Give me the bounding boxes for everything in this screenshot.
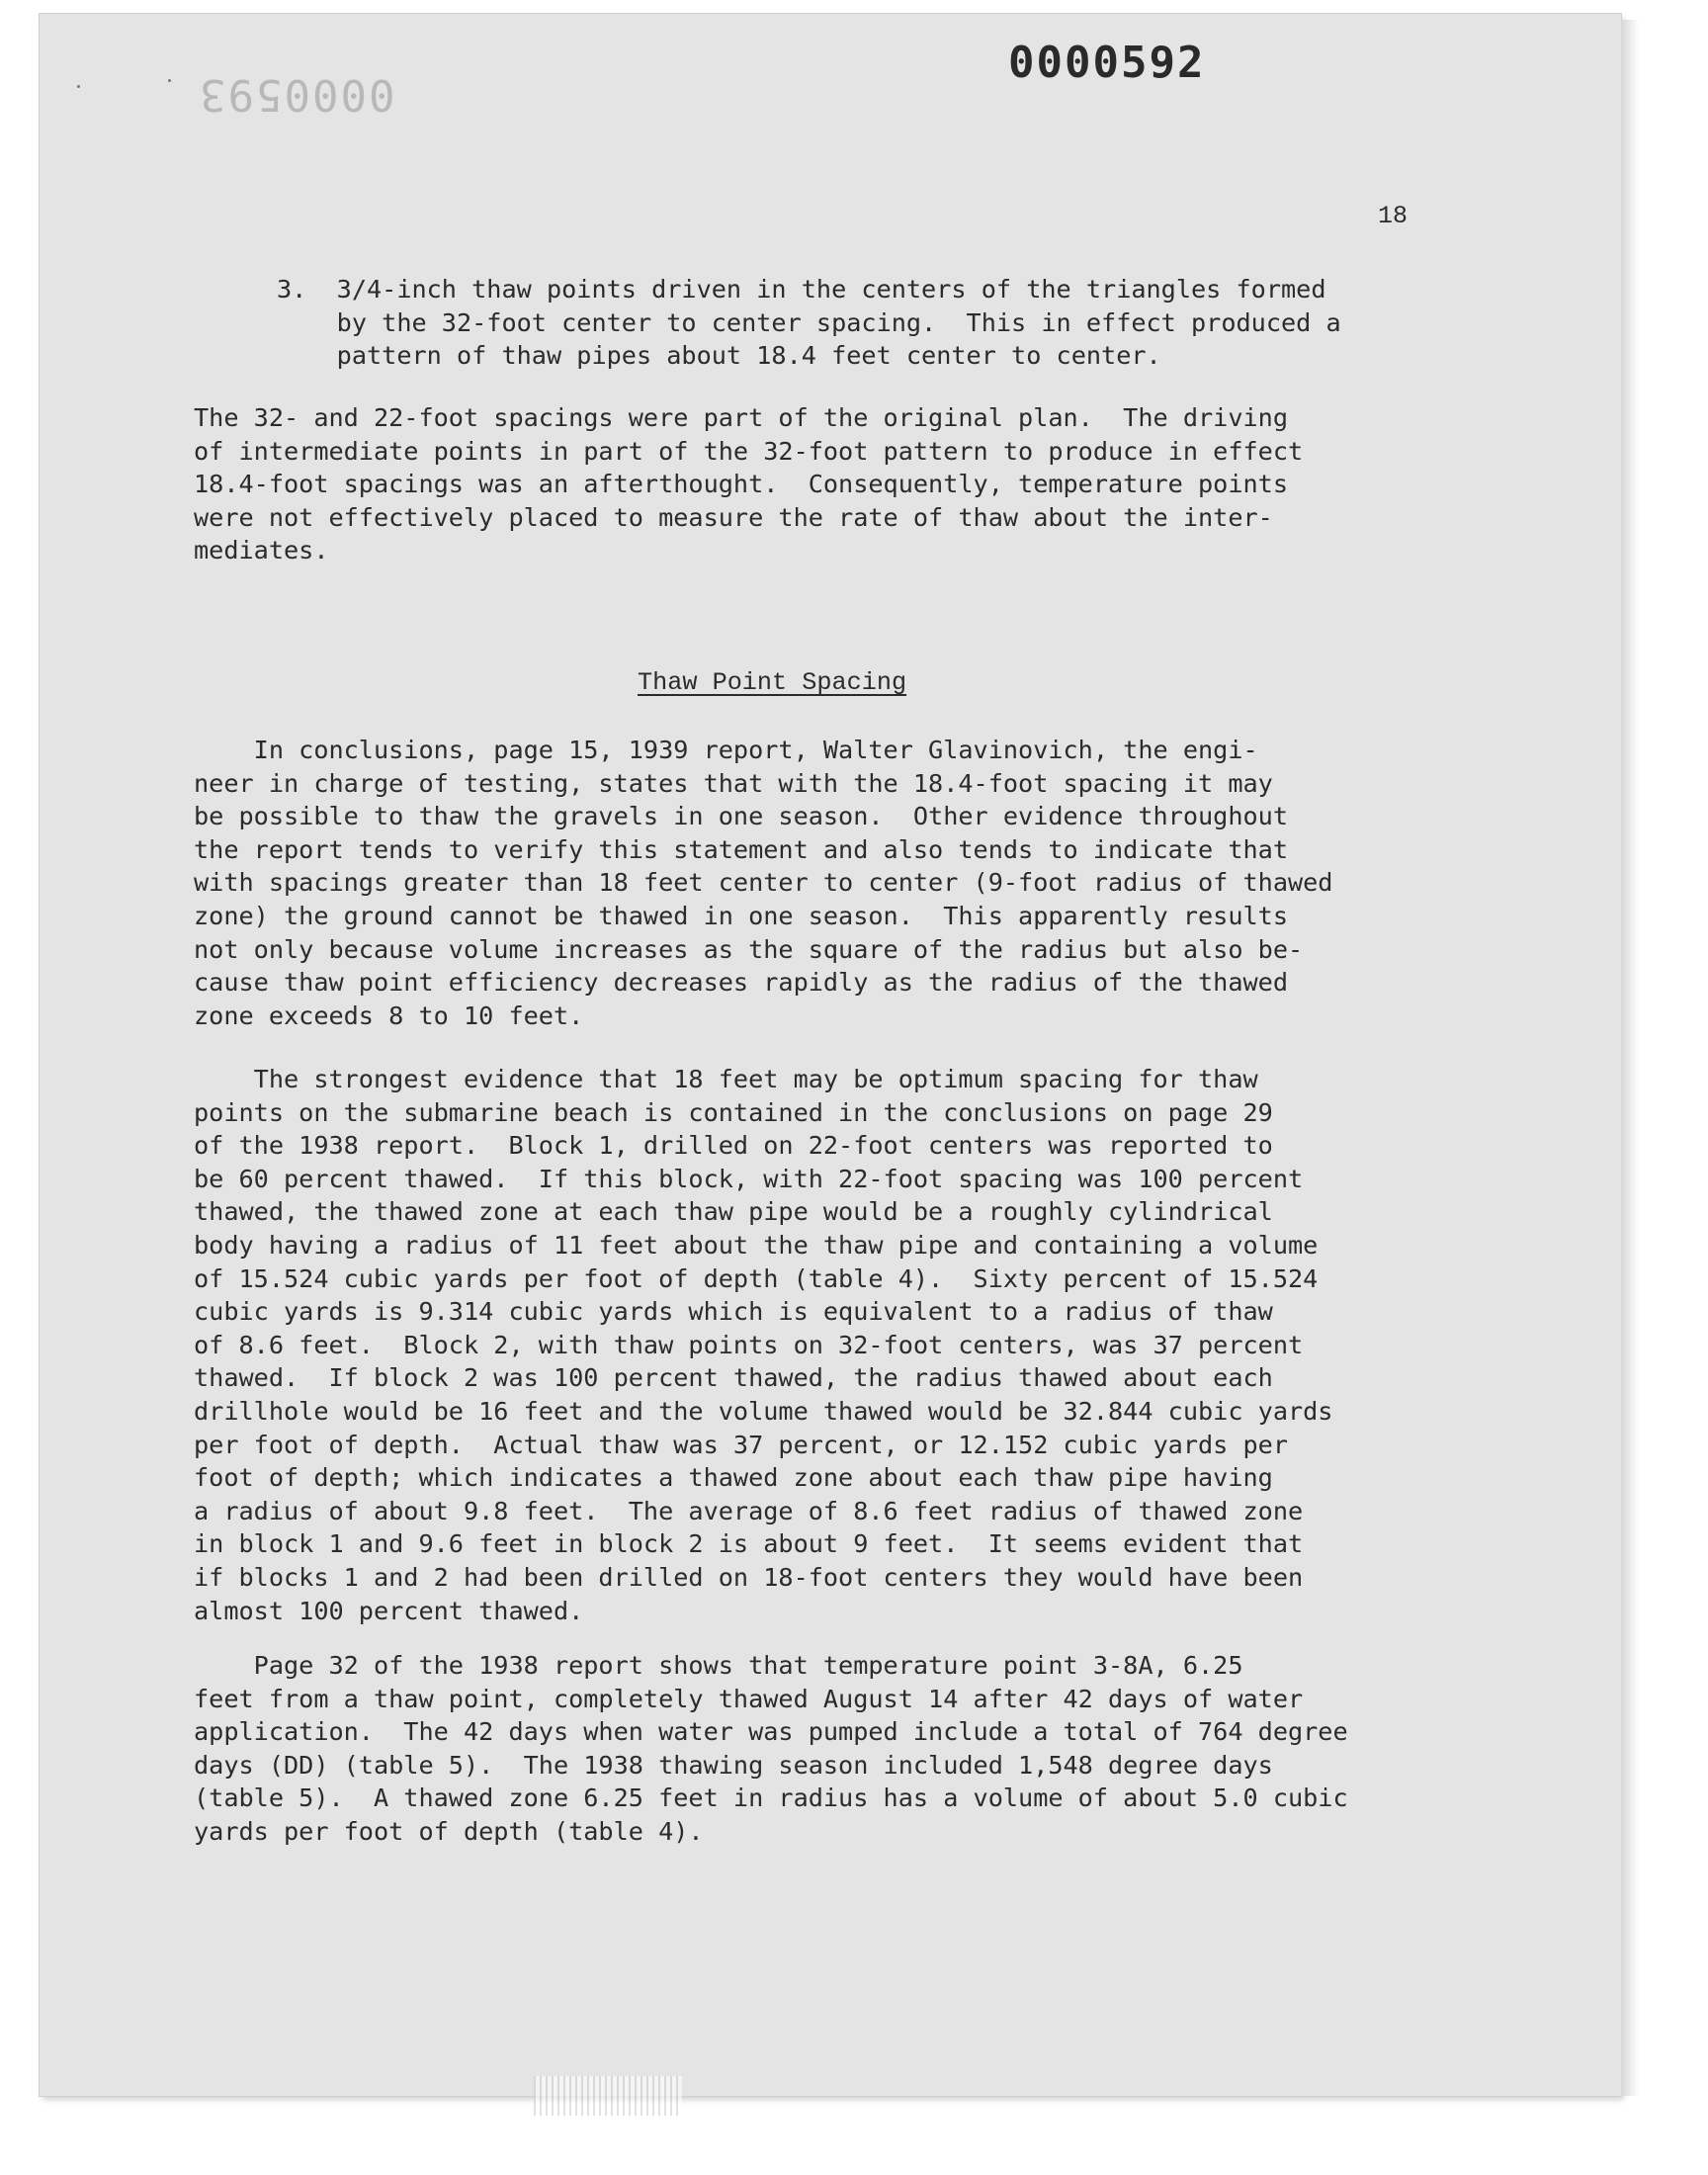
- document-number-stamp: 0000592: [1008, 38, 1206, 88]
- scan-speck: [77, 85, 80, 88]
- scan-speck: [168, 79, 171, 82]
- bleed-through-document-number: 0000593: [198, 69, 395, 120]
- paragraph-page-32: Page 32 of the 1938 report shows that temperature point 3-8A, 6.25 feet from a thaw point, completely thawed August 14 after 42 days of water application. The 42 days when water was pumped include a total of 764 degree days (DD) (table 5). The 1938 thawing season included 1,548 degree days (table 5). A thawed zone 6.25 feet in radius has a volume of about 5.0 cubic yards per foot of depth (table 4).: [194, 1651, 1348, 1846]
- scan-artifact: [534, 2076, 682, 2116]
- section-heading: Thaw Point Spacing: [638, 668, 907, 697]
- paragraph-strongest-evidence: The strongest evidence that 18 feet may be optimum spacing for thaw points on the submarine beach is contained in the conclusions on page 29 of the 1938 report. Block 1, drilled on 22-foot centers was reported to be 60 percent thawed. If this block, with 22-foot spacing was 100 percent thawed, the thawed zone at each thaw pipe would be a roughly cylindrical body having a radius of 11 feet about the thaw pipe and containing a volume of 15.524 cubic yards per foot of depth (table 4). Sixty percent of 15.524 cubic yards is 9.314 cubic yards which is equivalent to a radius of thaw of 8.6 feet. Block 2, with thaw points on 32-foot centers, was 37 percent thawed. If block 2 was 100 percent thawed, the radius thawed about each drillhole would be 16 feet and the volume thawed would be 32.844 cubic yards per foot of depth. Actual thaw was 37 percent, or 12.152 cubic yards per foot of depth; which indicates a thawed zone about each thaw pipe having a radius of about 9.8 feet. The average of 8.6 feet radius of thawed zone in block 1 and 9.6 feet in block 2 is about 9 feet. It seems evident that if blocks 1 and 2 had been drilled on 18-foot centers they would have been almost 100 percent thawed.: [194, 1065, 1333, 1625]
- paragraph-spacing-intro: The 32- and 22-foot spacings were part of the original plan. The driving of intermediate points in part of the 32-foot pattern to produce in effect 18.4-foot spacings was an afterthought. Consequently, temperature points were not effectively placed to measure the rate of thaw about the inter- mediates.: [194, 403, 1304, 566]
- page-number: 18: [1378, 202, 1409, 230]
- paragraph-conclusions: In conclusions, page 15, 1939 report, Walter Glavinovich, the engi- neer in charge of testing, states that with the 18.4-foot spacing it may be possible to thaw the gravels in one season. Other evidence throughout the report tends to verify this statement and also tends to indicate that with spacings greater than 18 feet center to center (9-foot radius of thawed zone) the ground cannot be thawed in one season. This apparently results not only because volume increases as the square of the radius but also be- cause thaw point efficiency decreases rapidly as the radius of the thawed zone exceeds 8 to 10 feet.: [194, 736, 1333, 1030]
- page-edge-shadow: [1621, 20, 1639, 2096]
- list-item-3: 3. 3/4-inch thaw points driven in the centers of the triangles formed by the 32-foot center to center spacing. This in effect produced a pattern of thaw pipes about 18.4 feet center to center.: [277, 275, 1341, 371]
